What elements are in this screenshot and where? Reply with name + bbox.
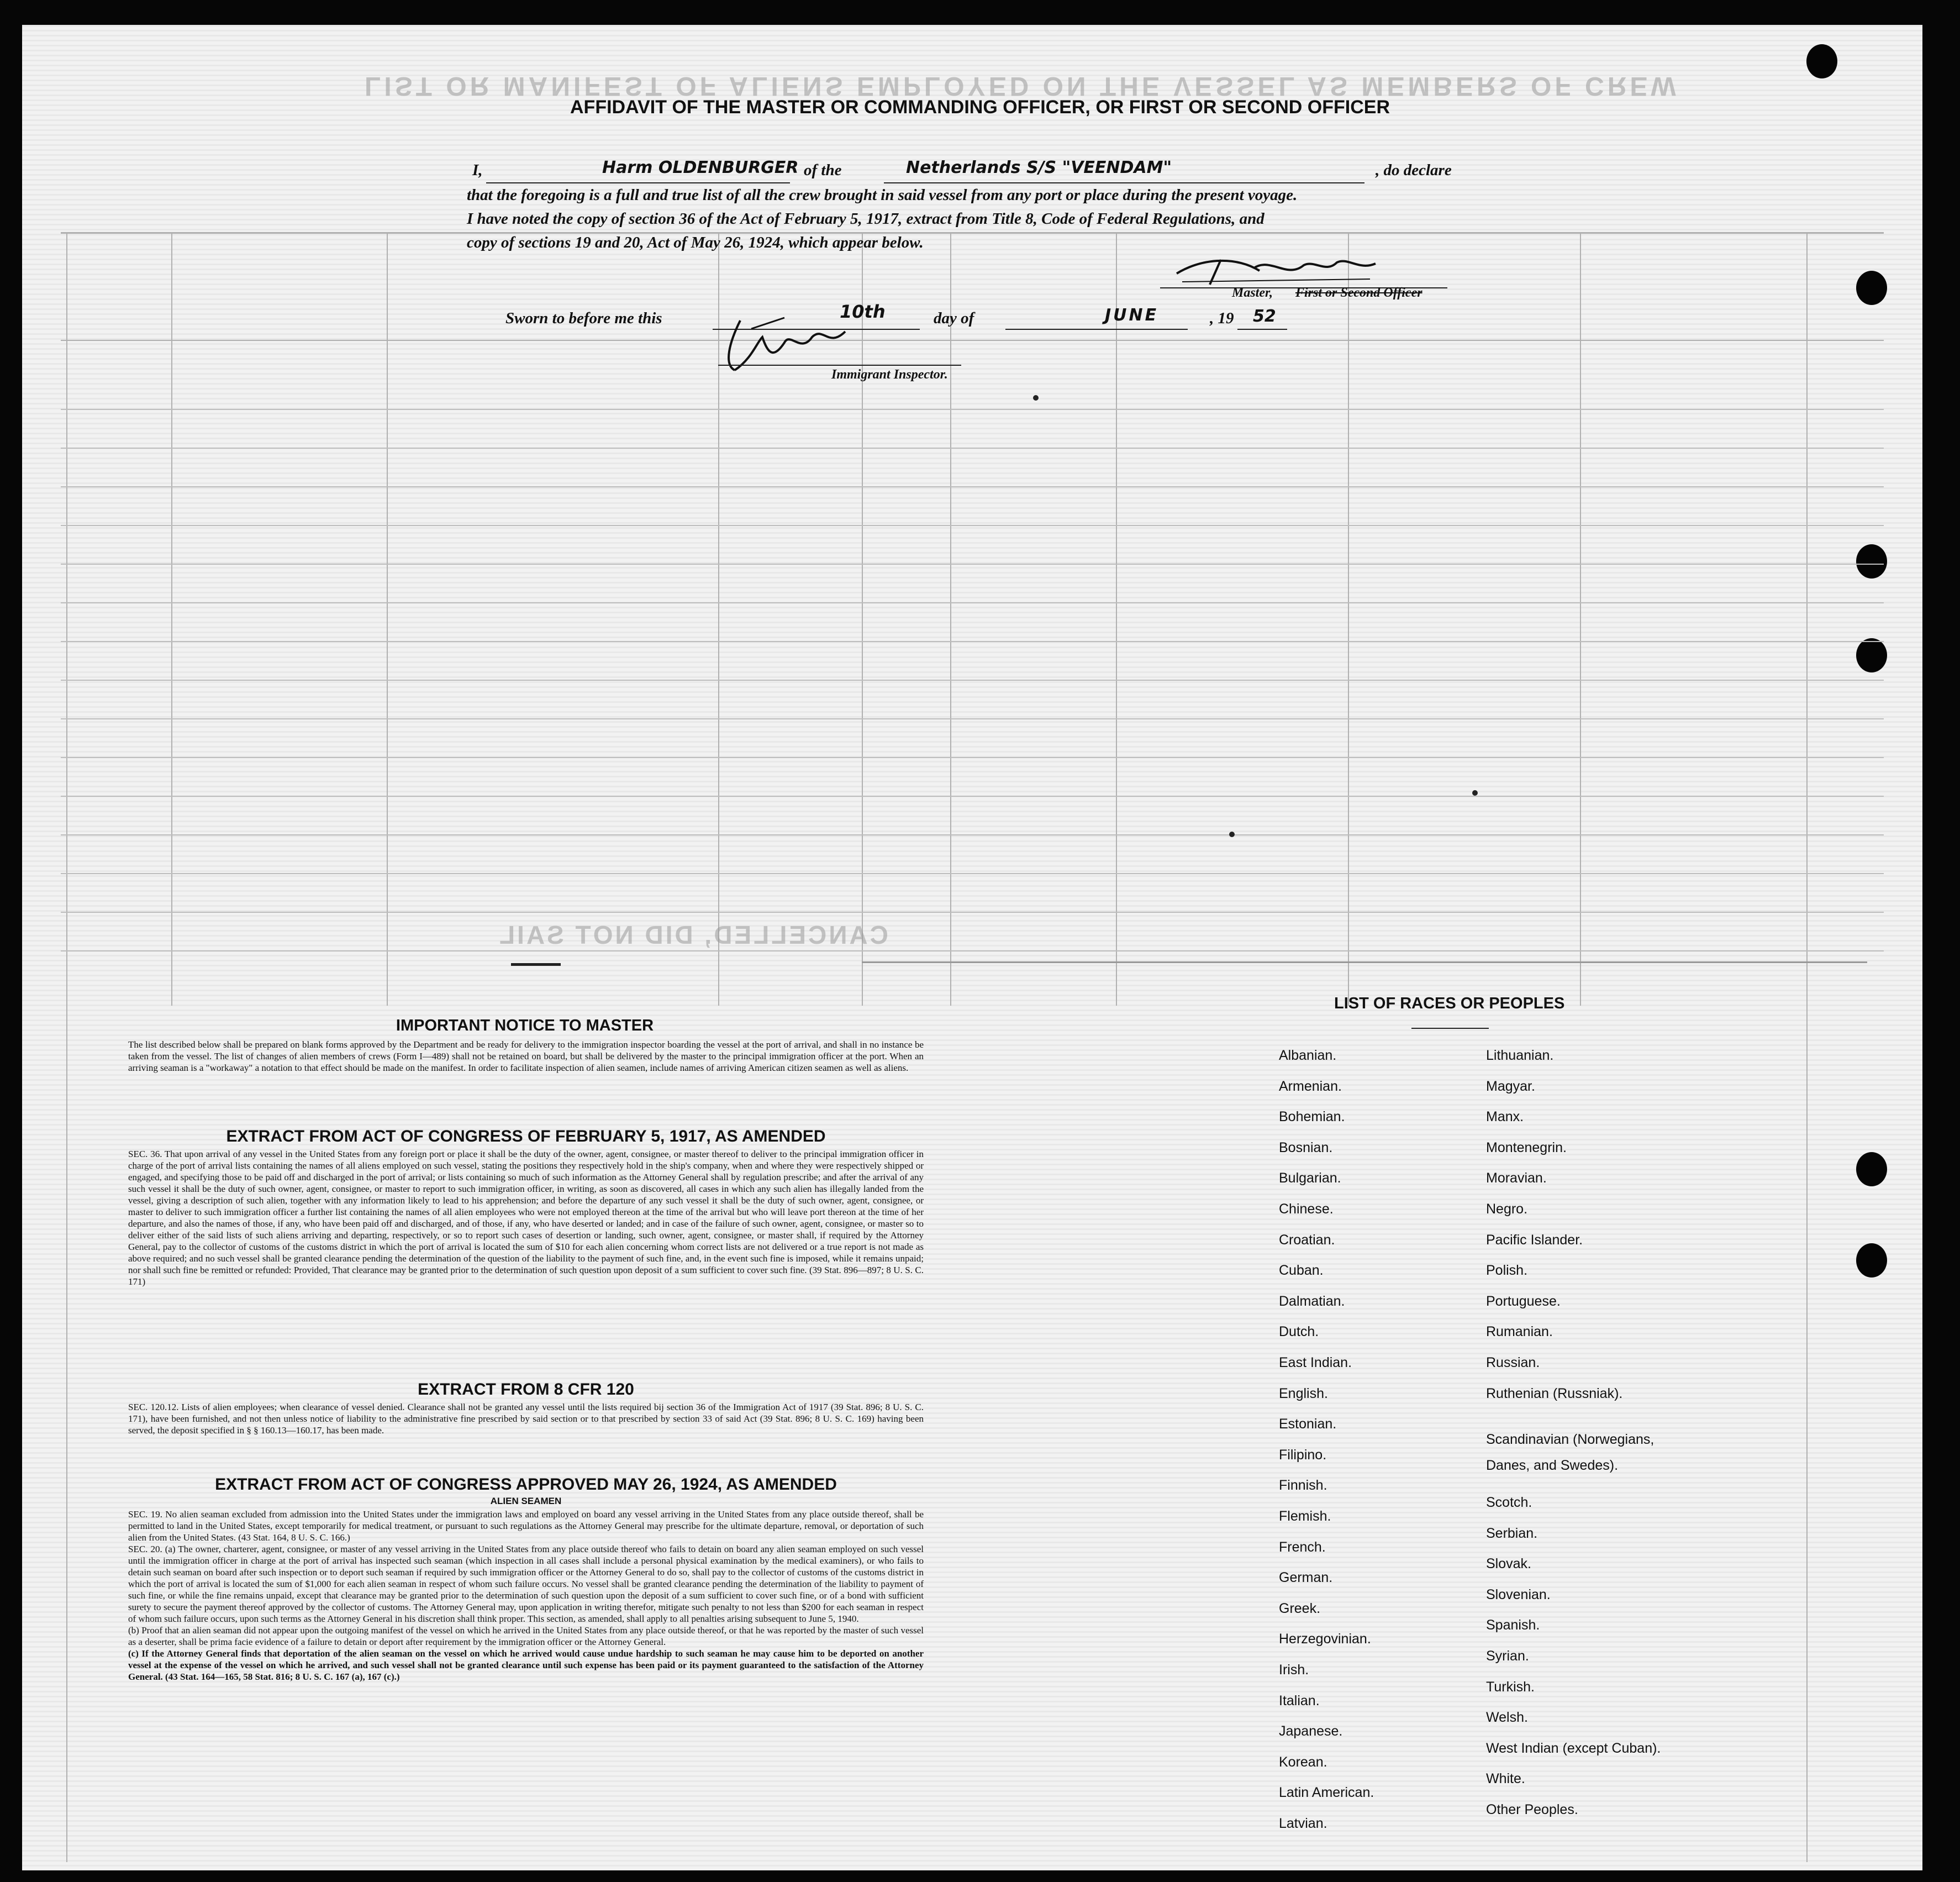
master-label: Master,: [1232, 286, 1273, 300]
extract3-text: [128, 1508, 924, 1683]
notice-title: IMPORTANT NOTICE TO MASTER: [396, 1017, 654, 1034]
notice-text: The list described below shall be prepared on blank forms approved by the Department and be ready for delivery to the immigration inspector boarding the vessel at the port of arrival, and shall in no instance be taken from the vessel. The list of changes of alien members of crews (Form I—489) shall not be retained on board, but shall be delivered by the master to the principal immigration officer at the port. When an arriving seaman is a "workaway" a notation to that effect should be made on the manifest. In order to facilitate inspection of alien seamen, include names of arriving American citizen seamen as well as aliens.: [128, 1039, 924, 1073]
inspector-sign-line: [718, 365, 961, 366]
punch-hole: [1856, 1152, 1887, 1186]
race-item: Albanian.: [1279, 1048, 1337, 1063]
affidavit-line-4: copy of sections 19 and 20, Act of May 26, 1924, which appear below.: [467, 234, 924, 251]
ink-mark: [1033, 395, 1039, 401]
vessel-underline: [884, 182, 1364, 183]
ghost-header-rule: [61, 340, 1884, 341]
race-item: Negro.: [1486, 1201, 1528, 1217]
race-item: Rumanian.: [1486, 1324, 1553, 1340]
race-item: White.: [1486, 1771, 1525, 1787]
race-item: Croatian.: [1279, 1232, 1335, 1248]
ghost-row-rule: [61, 718, 1884, 719]
month-underline: [1005, 329, 1188, 330]
extract1-text: SEC. 36. That upon arrival of any vessel in the United States from any foreign port or place it shall be the duty of the owner, agent, consignee, or master thereof to deliver to the principal immigration officer in charge of the port of arrival lists containing the names of all aliens employed on such vessel, stating the positions they respectively hold in the ship's company, when and where they were respectively shipped or engaged, and specifying those to be paid off and discharged in the port of arrival; or lists containing so much of such information as the Attorney General shall by regulation prescribe; and after the arrival of any such vessel it shall be the duty of such owner, agent, consignee, or master to report to such immigration officer, in writing, as soon as discovered, all cases in which any such alien has illegally landed from the vessel, giving a description of such alien, together with any information likely to lead to his apprehension; and before the departure of any such vessel it shall be the duty of such owner, agent, consignee, or master to deliver to such immigration officer a further list containing the names of all alien employees who were not employed thereon at the time of the arrival but who will leave port thereon at the time of her departure, and also the names of those, if any, who have been paid off and discharged, and of those, if any, who have deserted or landed; and in case of the failure of such owner, agent, consignee, or master so to deliver either of the said lists of such aliens arriving and departing, respectively, or so to report such cases of desertion or landing, such owner, agent, consignee, or master shall, if required by the Attorney General, pay to the collector of customs of the customs district in which the port of arrival is located the sum of $10 for each alien concerning whom correct lists are not delivered or a true report is not made as above required; and no such vessel shall be granted clearance pending the determination of the question of the liability to the payment of such fine, and, in the event such fine is imposed, while it remains unpaid; nor shall such fine be remitted or refunded: Provided, That clearance may be granted prior to the determination of such question upon deposit of a sum sufficient to cover such fine. (39 Stat. 896—897; 8 U. S. C. 171): [128, 1149, 924, 1287]
race-item: English.: [1279, 1385, 1328, 1401]
race-item: Moravian.: [1486, 1170, 1547, 1186]
ghost-row-rule: [61, 448, 1884, 449]
ghost-row-rule: [61, 602, 1884, 603]
ghost-row-rule: [61, 950, 1884, 951]
race-item: Finnish.: [1279, 1478, 1327, 1494]
name-underline: [486, 182, 790, 183]
extract3-sec19: SEC. 19. No alien seaman excluded from admission into the United States under the immigration laws and employed on board any vessel arriving in the United States from any place outside thereof, shall be permitted to land in the United States, except temporarily for medical treatment, or pursuant to such regulations as the Attorney General may prescribe for the ultimate departure, removal, or deportation of such alien from the United States. (43 Stat. 164, 8 U. S. C. 166.): [128, 1509, 924, 1543]
declare-label: , do declare: [1376, 161, 1452, 179]
scan-border: [1922, 0, 1960, 1882]
year-underline: [1237, 329, 1287, 330]
race-item: West Indian (except Cuban).: [1486, 1740, 1661, 1756]
race-item: Polish.: [1486, 1263, 1528, 1279]
ink-dash: [862, 961, 1867, 963]
race-item: German.: [1279, 1570, 1333, 1586]
race-item: Magyar.: [1486, 1078, 1535, 1094]
ghost-row-rule: [61, 757, 1884, 758]
punch-hole: [1856, 544, 1887, 579]
affidavit-title: AFFIDAVIT OF THE MASTER OR COMMANDING OFFICER, OR FIRST OR SECOND OFFICER: [570, 97, 1390, 118]
extract2-text: SEC. 120.12. Lists of alien employees; when clearance of vessel denied. Clearance shall not be granted any vessel until the lists required bij section 36 of the Immigration Act of 1917 (39 Stat. 896; 8 U. S. C. 171), have been furnished, and not then unless notice of liability to the administrative fine prescribed by said section or to that prescribed by section 33 of said Act (39 Stat. 896; 8 U. S. C. 169) having been served, the deposit specified in § § 160.13—160.17, has been made.: [128, 1402, 924, 1436]
ghost-column-line: [1116, 232, 1117, 1006]
officer-struck-label: First or Second Officer: [1295, 286, 1422, 300]
race-item: Ruthenian (Russniak).: [1486, 1385, 1623, 1401]
inspector-label: Immigrant Inspector.: [831, 367, 948, 382]
race-item: Latin American.: [1279, 1785, 1374, 1801]
race-item: Italian.: [1279, 1692, 1320, 1708]
race-item: Filipino.: [1279, 1447, 1327, 1463]
race-item: Serbian.: [1486, 1525, 1538, 1541]
race-item: Scotch.: [1486, 1494, 1532, 1510]
vessel-name: Netherlands S/S "VEENDAM": [906, 158, 1172, 177]
race-item: Chinese.: [1279, 1201, 1334, 1217]
race-item: Other Peoples.: [1486, 1801, 1578, 1817]
race-item: Herzegovinian.: [1279, 1631, 1371, 1647]
race-item: Japanese.: [1279, 1723, 1343, 1739]
race-item: Armenian.: [1279, 1078, 1342, 1094]
ghost-row-rule: [61, 834, 1884, 835]
extract3-sec20b: (b) Proof that an alien seaman did not appear upon the outgoing manifest of the vessel on which he arrived in the United States from any place outside thereof, or that he was reported by the master of such vessel as a deserter, shall be prima facie evidence of a failure to detain or deport after requirement by the immigration officer or the Attorney General.: [128, 1625, 924, 1647]
race-item: Scandinavian (Norwegians,: [1486, 1432, 1655, 1447]
affidavit-line-3: I have noted the copy of section 36 of the Act of February 5, 1917, extract from Title 8, Code of Federal Regulations, and: [467, 210, 1264, 228]
ghost-row-rule: [61, 873, 1884, 874]
race-item: Lithuanian.: [1486, 1048, 1554, 1063]
day-of-label: day of: [934, 309, 974, 327]
race-item: Irish.: [1279, 1662, 1309, 1678]
ghost-header-rule: [61, 232, 1884, 234]
races-title-underline: [1411, 1028, 1489, 1029]
race-item: Portuguese.: [1486, 1293, 1561, 1309]
race-item: Turkish.: [1486, 1679, 1535, 1695]
sworn-label: Sworn to before me this: [505, 309, 662, 327]
master-name: Harm OLDENBURGER: [602, 158, 799, 177]
race-item: Slovak.: [1486, 1556, 1531, 1572]
race-item: Danes, and Swedes).: [1486, 1458, 1619, 1474]
master-signature: [1171, 251, 1381, 290]
race-item: French.: [1279, 1539, 1326, 1555]
race-item: Flemish.: [1279, 1508, 1331, 1524]
extract2-title: EXTRACT FROM 8 CFR 120: [418, 1380, 634, 1399]
ghost-column-line: [1348, 232, 1349, 1006]
ghost-row-rule: [61, 525, 1884, 526]
extract1-title: EXTRACT FROM ACT OF CONGRESS OF FEBRUARY 5, 1917, AS AMENDED: [226, 1127, 826, 1145]
ghost-form-title: LIST OR MANIFEST OF ALIENS EMPLOYED ON THE VESSEL AS MEMBERS OF CREW: [365, 71, 1679, 101]
race-item: Latvian.: [1279, 1816, 1327, 1831]
year-prefix: , 19: [1210, 309, 1234, 327]
race-item: Manx.: [1486, 1109, 1524, 1125]
extract3-subtitle: ALIEN SEAMEN: [490, 1496, 562, 1506]
race-item: Welsh.: [1486, 1710, 1528, 1726]
ghost-cancel-stamp: CANCELLED, DID NOT SAIL: [497, 921, 888, 949]
extract3-sec20c: (c) If the Attorney General finds that deportation of the alien seaman on the vessel on which he arrived would cause undue hardship to such seaman he may cause him to be deported on another vessel at the expense of the vessel on which he arrived, and such vessel shall not be granted clearance until such expense has been paid or its payment guaranteed to the satisfaction of the Attorney General. (43 Stat. 164—165, 58 Stat. 816; 8 U. S. C. 167 (a), 167 (c).): [128, 1648, 924, 1682]
race-item: Bohemian.: [1279, 1109, 1345, 1125]
race-item: Dalmatian.: [1279, 1293, 1345, 1309]
punch-hole: [1856, 271, 1887, 305]
race-item: Korean.: [1279, 1754, 1327, 1770]
ink-mark: [1472, 790, 1478, 796]
race-item: Greek.: [1279, 1600, 1321, 1616]
month-value: JUNE: [1105, 306, 1159, 325]
ghost-row-rule: [61, 564, 1884, 565]
extract3-title: EXTRACT FROM ACT OF CONGRESS APPROVED MAY 26, 1924, AS AMENDED: [215, 1475, 837, 1494]
punch-hole: [1806, 44, 1837, 78]
ghost-column-line: [1580, 232, 1581, 1006]
ghost-row-rule: [61, 796, 1884, 797]
ghost-row-rule: [61, 680, 1884, 681]
affidavit-line-2: that the foregoing is a full and true list of all the crew brought in said vessel from any port or place during the present voyage.: [467, 186, 1298, 204]
ink-mark: [1229, 832, 1235, 837]
race-item: Bulgarian.: [1279, 1170, 1341, 1186]
ghost-column-line: [387, 232, 388, 1006]
extract3-sec20a: SEC. 20. (a) The owner, charterer, agent, consignee, or master of any vessel arriving in the United States from any place outside thereof who fails to detain on board any alien seaman employed on such vessel until the immigration officer in charge at the port of arrival has inspected such seaman (which inspection in all cases shall include a personal physical examination by the medical examiners), or who fails to detain such seaman on board after such inspection or to deport such seaman if required by such immigration officer or the Attorney General to do so, shall pay to the collector of customs of the customs district in which the port of arrival is located the sum of $1,000 for each alien seaman in respect of whom such failure occurs. No vessel shall be granted clearance pending the determination of the liability to payment of such fine, or while the fine remains unpaid, except that clearance may be granted prior to the determination of such question upon the deposit of a sum sufficient to cover such fine, or of a bond with sufficient surety to secure the payment thereof approved by the collector of customs. The Attorney General may, upon application in writing therefor, mitigate such penalty to not less than $200 for each seaman in respect of whom such failure occurs, upon such terms as the Attorney General in his discretion shall think proper. This section, as amended, shall apply to all penalties arising subsequent to June 5, 1940.: [128, 1544, 924, 1624]
ghost-column-line: [862, 232, 863, 1006]
ghost-row-rule: [61, 409, 1884, 410]
affidavit-i-label: I,: [472, 161, 483, 179]
ghost-column-line: [66, 232, 67, 1862]
ghost-row-rule: [61, 486, 1884, 487]
races-title: LIST OF RACES OR PEOPLES: [1334, 995, 1565, 1012]
punch-hole: [1856, 638, 1887, 672]
year-value: 52: [1253, 307, 1276, 326]
race-item: Montenegrin.: [1486, 1139, 1567, 1155]
race-item: Dutch.: [1279, 1324, 1319, 1340]
race-item: Spanish.: [1486, 1617, 1540, 1633]
race-item: Bosnian.: [1279, 1139, 1333, 1155]
ghost-column-line: [171, 232, 172, 1006]
race-item: Estonian.: [1279, 1416, 1337, 1432]
race-item: Syrian.: [1486, 1648, 1529, 1664]
race-item: East Indian.: [1279, 1355, 1352, 1370]
punch-hole: [1856, 1243, 1887, 1278]
ghost-row-rule: [61, 912, 1884, 913]
ghost-row-rule: [61, 641, 1884, 642]
race-item: Pacific Islander.: [1486, 1232, 1583, 1248]
ghost-column-line: [950, 232, 951, 1006]
race-item: Cuban.: [1279, 1263, 1324, 1279]
of-the-label: of the: [804, 161, 842, 179]
ghost-column-line: [1806, 232, 1808, 1862]
ink-dash: [511, 963, 561, 966]
race-item: Russian.: [1486, 1355, 1540, 1370]
day-value: 10th: [840, 301, 886, 322]
race-item: Slovenian.: [1486, 1586, 1551, 1602]
